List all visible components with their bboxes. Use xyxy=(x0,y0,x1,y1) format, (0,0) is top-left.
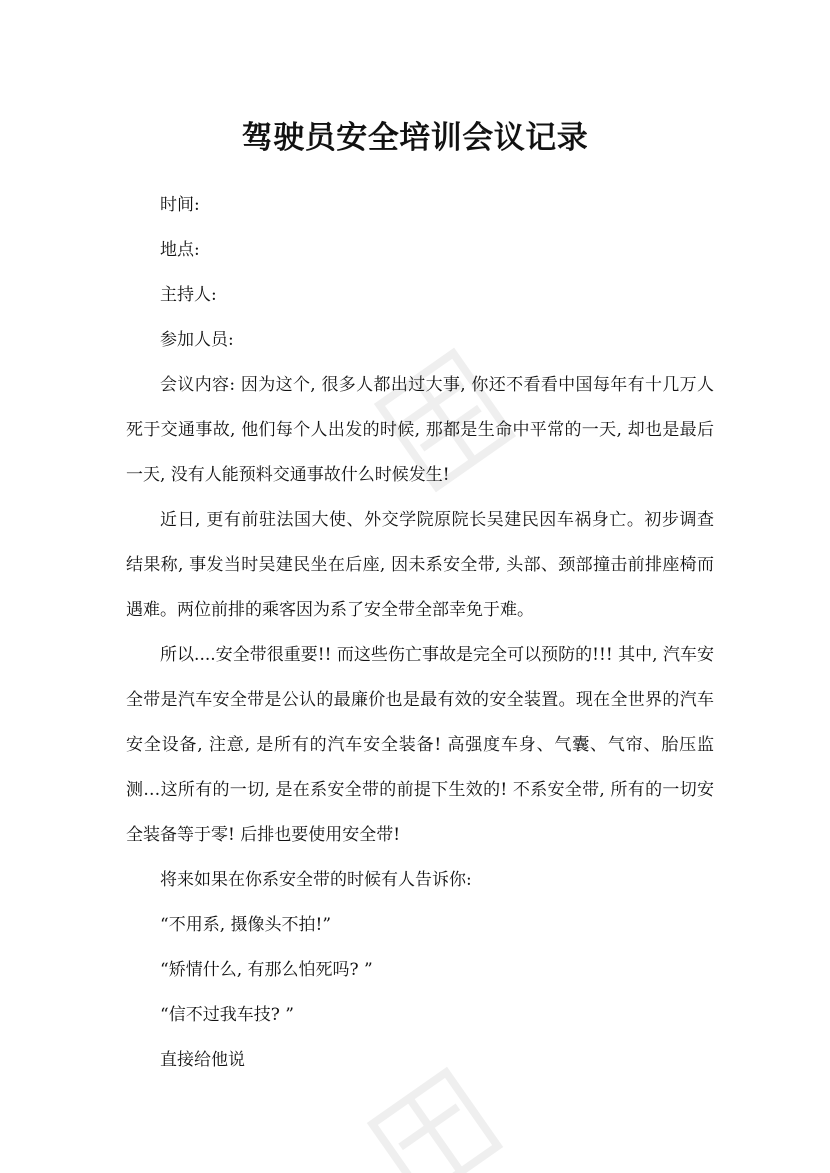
field-time: 时间: xyxy=(160,195,200,215)
paragraph-meeting-content: 会议内容: 因为这个, 很多人都出过大事, 你还不看看中国每年有十几万人死于交通事故, 他们每个人出发的时候, 那都是生命中平常的一天, 却也是最后一天, 没有人能预料交通事故什么时候发生! xyxy=(126,375,714,485)
page-title: 驾驶员安全培训会议记录 xyxy=(241,120,589,156)
field-host: 主持人: xyxy=(160,285,217,305)
paragraph-future-advice: 将来如果在你系安全带的时候有人告诉你: xyxy=(160,870,472,890)
paragraph-tell-him: 直接给他说 xyxy=(160,1050,245,1070)
field-attendees: 参加人员: xyxy=(160,330,234,350)
paragraph-incident: 近日, 更有前驻法国大使、外交学院原院长吴建民因车祸身亡。初步调查结果称, 事发当时吴建民坐在后座, 因未系安全带, 头部、颈部撞击前排座椅而遇难。两位前排的乘客因为系了安全带全部幸免于难。 xyxy=(126,510,714,620)
quote-afraid: “矫情什么, 有那么怕死吗? ” xyxy=(160,960,373,980)
document-body xyxy=(126,183,714,1083)
field-location: 地点: xyxy=(160,240,200,260)
paragraph-seatbelt-importance: 所以....安全带很重要!! 而这些伤亡事故是完全可以预防的!!! 其中, 汽车安全带是汽车安全带是公认的最廉价也是最有效的安全装置。现在全世界的汽车安全设备, 注意, 是所有的汽车安全装备! 高强度车身、气囊、气帘、胎压监测…这所有的一切, 是在系安全带的前提下生效的! 不系安全带, 所有的一切安全装备等于零! 后排也要使用安全带! xyxy=(126,645,714,845)
quote-camera: “不用系, 摄像头不拍!” xyxy=(160,915,332,935)
quote-skill: “信不过我车技? ” xyxy=(160,1005,294,1025)
